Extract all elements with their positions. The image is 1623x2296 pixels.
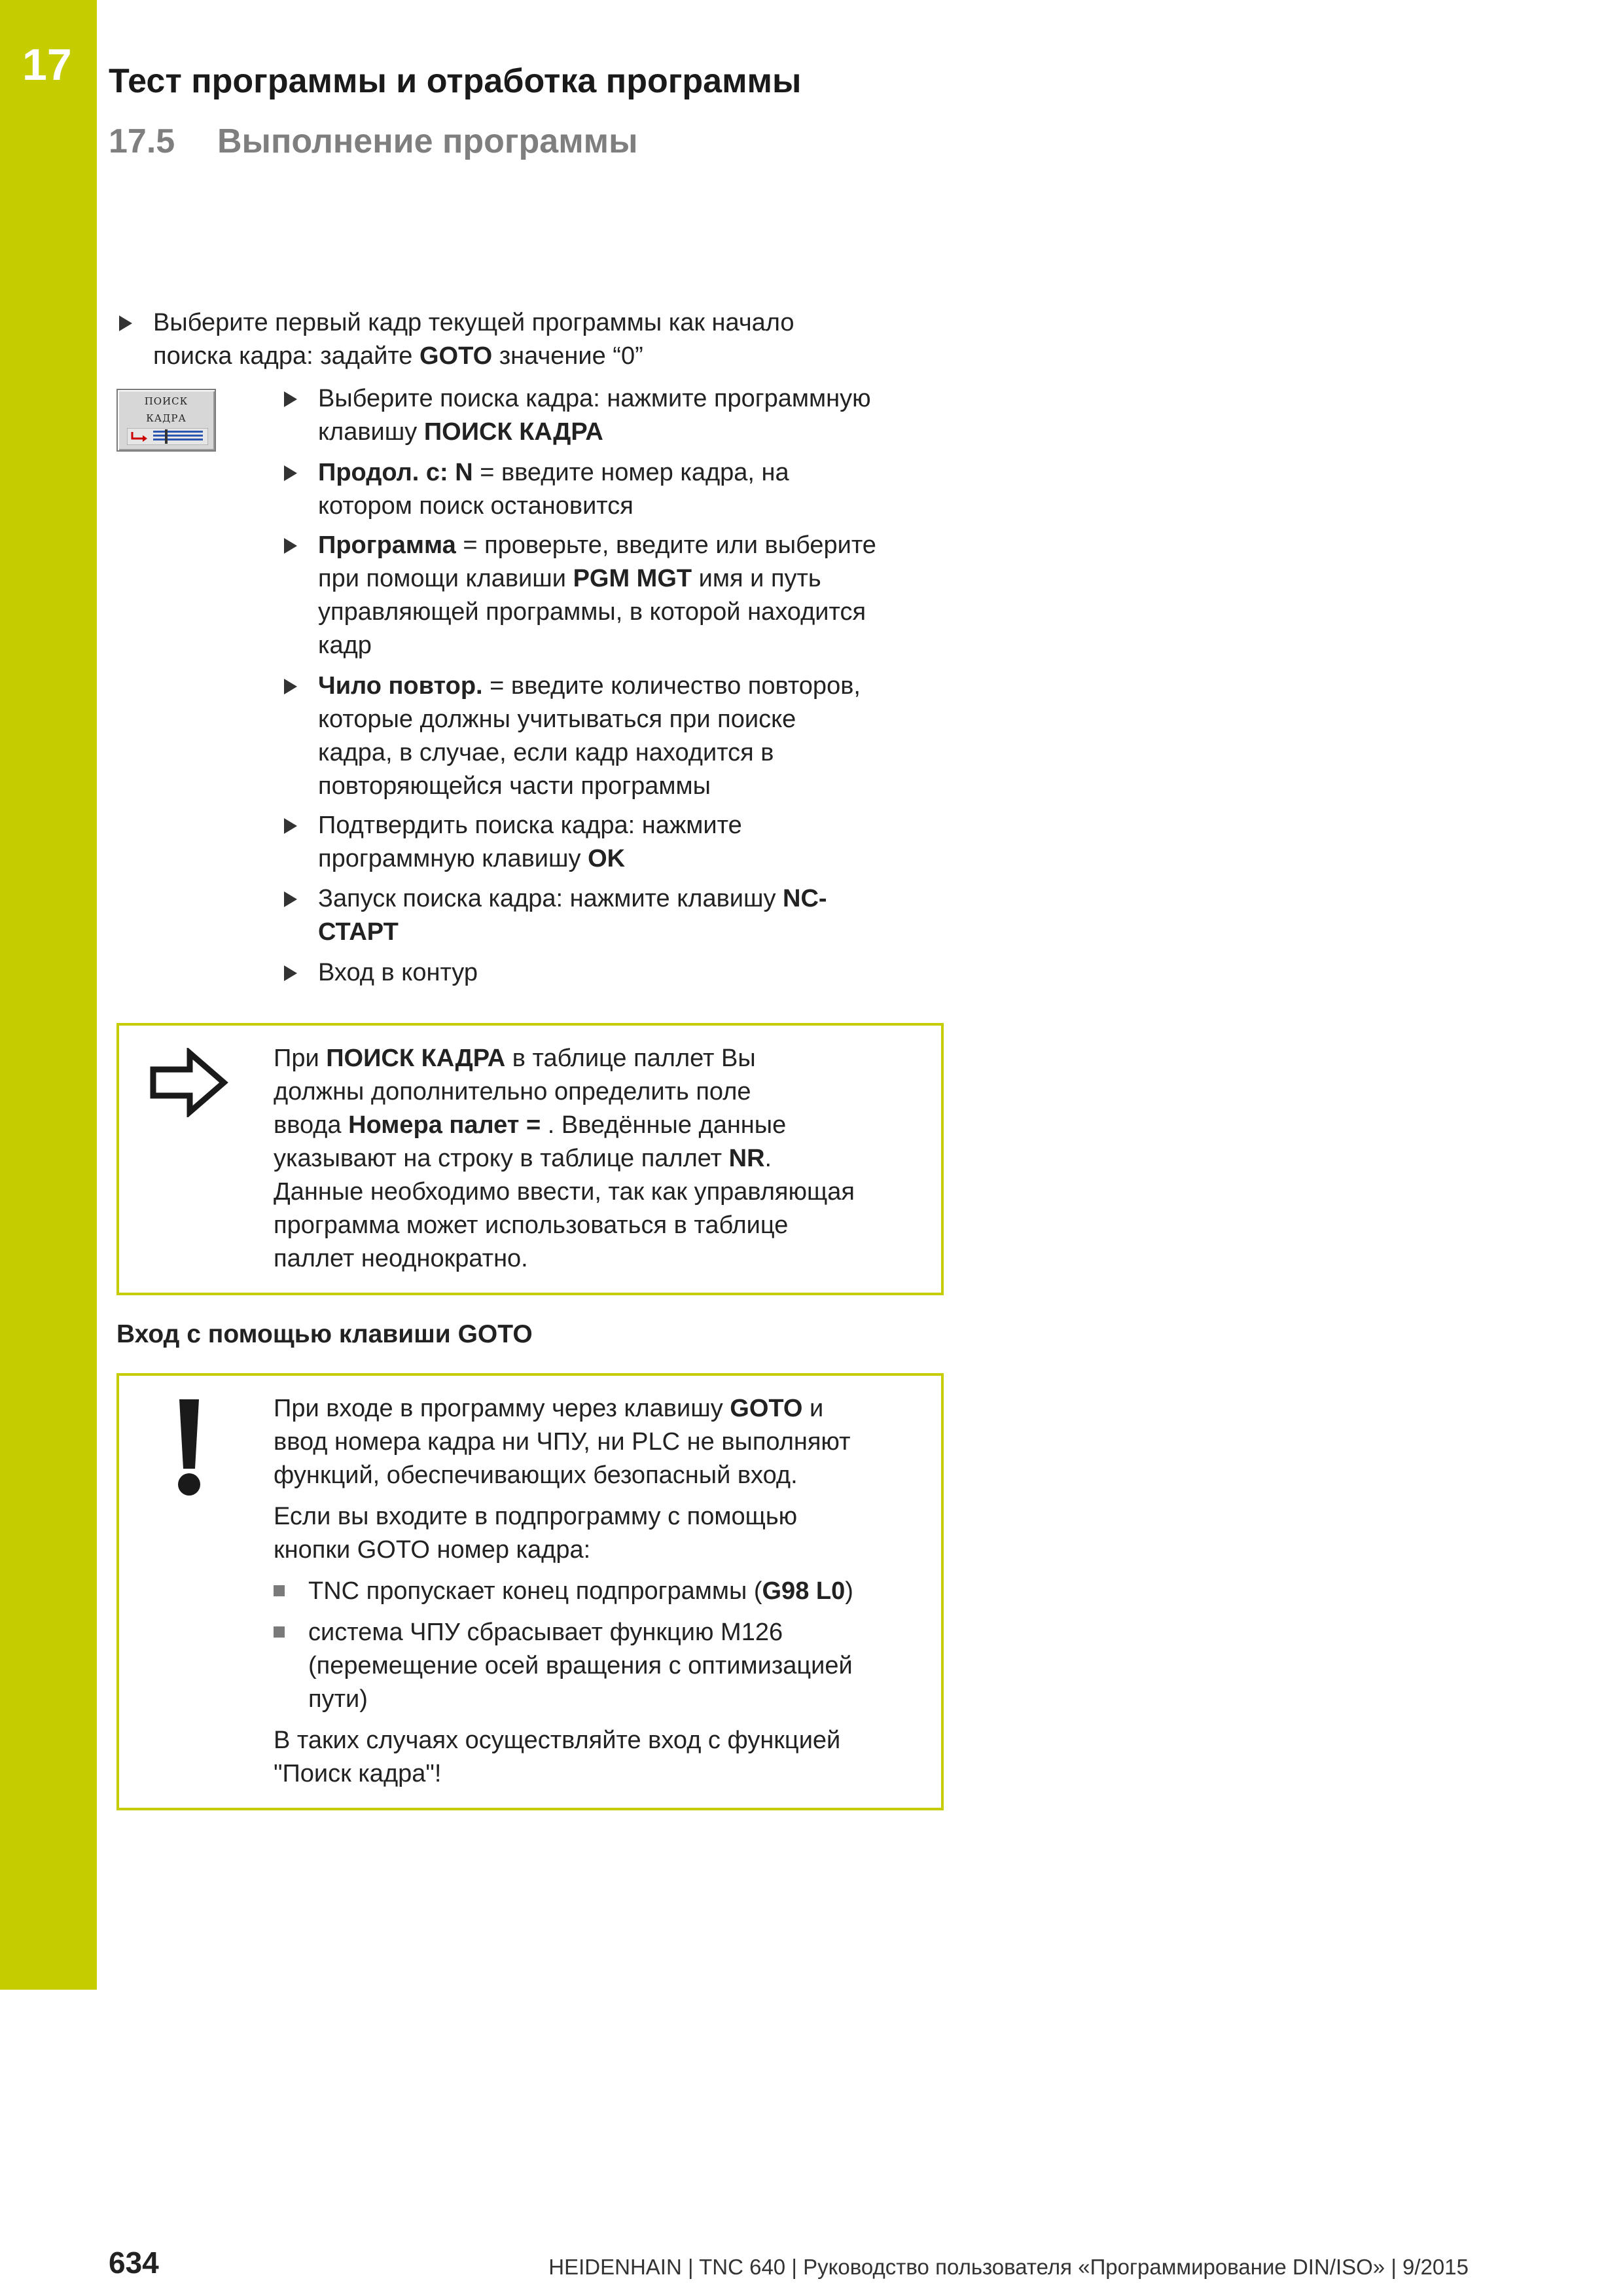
step-program: Программа = проверьте, введите или выберите при помощи клавиши PGM MGT имя и путь управляющей программы, в которой находится кадр — [284, 529, 876, 662]
triangle-bullet-icon — [284, 891, 297, 907]
triangle-bullet-icon — [284, 679, 297, 694]
softkey-block-search-icon — [127, 428, 208, 445]
triangle-bullet-icon — [284, 465, 297, 481]
section-number: 17.5 — [109, 122, 175, 160]
chapter-title: Тест программы и отработка программы — [109, 62, 802, 100]
list-item: система ЧПУ сбрасывает функцию M126 (перемещение осей вращения с оптимизацией пути) — [274, 1616, 928, 1716]
intro-line-1: Выберите первый кадр текущей программы как начало — [153, 309, 794, 336]
goto-warning-box: При входе в программу через клавишу GOTO и ввод номера кадра ни ЧПУ, ни PLC не выполняют функций, обеспечивающих безопасный вход. Если вы входите в подпрограмму с помощью кнопки GOTO номер кадра: TNC пропускает конец подпрограммы (G98 L0) система ЧПУ сбрасывает функцию M126 (перемещение осей вращения с оптимизацией пути) В таких случаях осуществляйте вход с функцией "Поиск кадра"! — [116, 1373, 944, 1810]
page-number: 634 — [109, 2246, 159, 2280]
triangle-bullet-icon — [119, 315, 132, 331]
intro-step — [119, 306, 794, 373]
triangle-bullet-icon — [284, 818, 297, 834]
softkey-label-2: КАДРА — [146, 412, 187, 424]
chapter-sidebar — [0, 0, 97, 1990]
section-heading — [109, 122, 638, 161]
step-confirm: Подтвердить поиска кадра: нажмите программную клавишу OK — [284, 809, 742, 876]
arrow-right-outline-icon — [149, 1048, 230, 1117]
step-approach-contour: Вход в контур — [284, 956, 478, 990]
block-search-softkey[interactable] — [116, 389, 216, 452]
chapter-number: 17 — [22, 40, 72, 90]
section-title: Выполнение программы — [217, 122, 638, 160]
square-bullet-icon — [274, 1585, 285, 1596]
intro-line-2: поиска кадра: задайте GOTO значение “0” — [153, 342, 643, 370]
triangle-bullet-icon — [284, 391, 297, 407]
softkey-label-1: ПОИСК — [144, 395, 188, 407]
triangle-bullet-icon — [284, 538, 297, 554]
step-select-block-search: Выберите поиска кадра: нажмите программную клавишу ПОИСК КАДРА — [284, 382, 871, 449]
step-continue-from: Продол. с: N = введите номер кадра, на котором поиск остановится — [284, 456, 789, 523]
square-bullet-icon — [274, 1626, 285, 1638]
step-nc-start: Запуск поиска кадра: нажмите клавишу NC- СТАРТ — [284, 882, 827, 949]
goto-heading: Вход с помощью клавиши GOTO — [116, 1320, 533, 1348]
exclamation-icon — [175, 1399, 203, 1498]
triangle-bullet-icon — [284, 965, 297, 981]
footer-text: HEIDENHAIN | TNC 640 | Руководство пользователя «Программирование DIN/ISO» | 9/2015 — [548, 2255, 1469, 2279]
pallet-note-box: При ПОИСК КАДРА в таблице паллет Вы должны дополнительно определить поле ввода Номера палет = . Введённые данные указывают на строку в таблице паллет NR. Данные необходимо ввести, так как управляющая программа может использоваться в таблице паллет неоднократно. — [116, 1023, 944, 1295]
list-item: TNC пропускает конец подпрограммы (G98 L0) — [274, 1575, 928, 1608]
step-repetitions: Чило повтор. = введите количество повторов, которые должны учитываться при поиске кадра, в случае, если кадр находится в повторяющейся части программы — [284, 670, 861, 803]
